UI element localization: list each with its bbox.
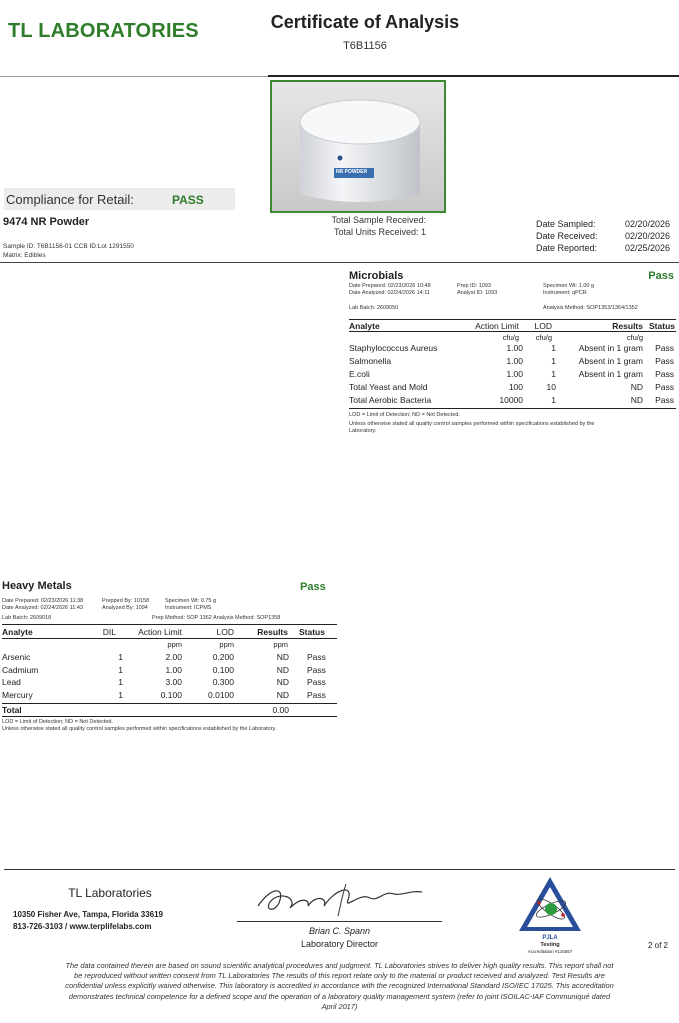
status-pass: Pass (307, 652, 326, 662)
hm-col-lod: LOD (216, 627, 234, 637)
heavy-metals-title: Heavy Metals (2, 580, 72, 592)
status-pass: Pass (307, 689, 326, 700)
microbials-header-rule (349, 331, 676, 332)
hm-date-analyzed: Date Analyzed: 02/24/2026 11:43 (2, 605, 83, 611)
analyte-name: E.coli (349, 369, 370, 379)
status-pass: Pass (307, 664, 326, 675)
accreditation-logo (515, 875, 585, 935)
result-value: Absent in 1 gram (578, 369, 643, 379)
microbials-status: Pass (648, 270, 674, 282)
accreditation-number: Accreditation #116557 (527, 949, 573, 954)
hm-total-value: 0.00 (272, 705, 289, 715)
date-sampled-row (536, 219, 676, 231)
hm-date-prepared: Date Prepared: 02/23/2026 11:38 (2, 598, 84, 604)
accreditation-type: Testing (540, 942, 560, 948)
lod-note: LOD = Limit of Detection; ND = Not Detected. (349, 412, 460, 418)
analyte-name: Cadmium (2, 664, 39, 675)
unit-action: cfu/g (502, 333, 519, 342)
col-status: Status (649, 321, 675, 331)
analyte-name: Staphylococcus Aureus (349, 343, 438, 353)
dil-value: 1 (118, 689, 123, 700)
date-label: Date Sampled: (536, 219, 596, 229)
hm-col-action: Action Limit (138, 627, 182, 637)
sample-id: Sample ID: T6B1156-01 CCB ID:Lot 1291550 (3, 243, 134, 250)
status-pass: Pass (655, 343, 674, 353)
action-limit: 100 (508, 382, 523, 392)
result-value: Absent in 1 gram (578, 343, 643, 353)
lod-value: 0.0100 (208, 689, 234, 700)
qc-note: Unless otherwise stated all quality control samples performed within specifications established by the Laboratory. (349, 420, 595, 434)
date-analyzed: Date Analyzed: 02/24/2026 14:11 (349, 289, 430, 296)
signature-line (237, 921, 442, 922)
hm-header-rule (2, 638, 337, 639)
action-limit: 10000 (499, 395, 523, 405)
lod-value: 1 (551, 343, 556, 353)
microbials-section (349, 268, 676, 438)
product-jar-image (272, 82, 444, 211)
action-limit: 2.00 (165, 652, 182, 662)
dil-value: 1 (118, 652, 123, 662)
analyte-name: Mercury (2, 689, 33, 700)
microbials-table-top-rule (349, 319, 676, 320)
result-value: ND (276, 677, 289, 687)
action-limit: 1.00 (506, 343, 523, 353)
heavy-metals-status: Pass (300, 581, 326, 593)
analyte-name: Total Yeast and Mold (349, 382, 428, 392)
footer-contact: 813-726-3103 / www.terplifelabs.com (13, 922, 152, 931)
lod-value: 1 (551, 395, 556, 405)
action-limit: 1.00 (506, 356, 523, 366)
footer-lab-name: TL Laboratories (68, 886, 152, 900)
hm-col-status: Status (299, 627, 325, 637)
hm-prep-method: Prep Method: SOP 1362 Analysis Method: SOP1358 (152, 615, 281, 621)
microbials-rows (349, 343, 676, 408)
lod-value: 1 (551, 369, 556, 379)
hm-col-results: Results (257, 627, 288, 637)
result-value: ND (630, 382, 643, 392)
hm-table-top-rule (2, 624, 337, 625)
date-value: 02/20/2026 (624, 231, 670, 241)
table-row (349, 382, 676, 395)
director-signature (250, 878, 440, 920)
unit-results: cfu/g (626, 333, 643, 342)
status-pass: Pass (655, 382, 674, 392)
info-divider (0, 262, 679, 263)
page-number: 2 of 2 (647, 941, 668, 950)
product-photo (270, 80, 446, 213)
microbials-title: Microbials (349, 270, 404, 282)
heavy-metals-section (2, 578, 337, 738)
certificate-id: T6B1156 (343, 40, 387, 52)
analyte-name: Lead (2, 677, 21, 687)
hm-specimen-wt: Specimen Wt: 0.75 g (165, 598, 217, 604)
header-divider-left (0, 76, 268, 77)
hm-lab-batch: Lab Batch: 2609018 (2, 615, 52, 621)
signature-icon (250, 878, 440, 920)
date-reported-row (536, 243, 676, 255)
microbials-notes (349, 412, 619, 435)
legal-disclaimer: The data contained therein are based on sound scientific analytical procedures and judgment. TL Laboratories strives to deliver high quality results. This report shall not be reproduced without written consent from TL Laboratories The results of this report relate only to the material or product received and analyzed. Test Results are confidential unless explicitly waived otherwise. This laboratory is accredited in accordance with the recognized International Standard ISO/IEC 17025. This accreditation demonstrates technical competence for a defined scope and the operation of a laboratory quality management system (refer to joint ISOILAC-IAF Communiqué dated April 2017) (65, 961, 614, 1011)
analyte-name: Salmonella (349, 356, 392, 366)
result-value: ND (630, 395, 643, 405)
signer-title: Laboratory Director (300, 939, 379, 949)
lod-value: 0.300 (212, 677, 234, 687)
compliance-status: PASS (172, 193, 204, 207)
product-name: 9474 NR Powder (3, 216, 90, 228)
table-row (2, 690, 337, 703)
hm-analyzed-by: Analyzed By: 1094 (102, 605, 148, 611)
hm-prepped-by: Prepped By: 10158 (102, 598, 150, 604)
page-title: Certificate of Analysis (270, 12, 460, 32)
action-limit: 1.00 (506, 369, 523, 379)
matrix: Matrix: Edibles (3, 252, 46, 259)
prep-id: Prep ID: 1093 (457, 283, 491, 289)
hm-total-label: Total (2, 705, 22, 715)
instrument: Instrument: qPCR (543, 289, 587, 296)
table-row (2, 665, 337, 678)
lod-value: 10 (546, 382, 556, 392)
qc-note: Unless otherwise stated all quality control samples performed within specifications established by the Laboratory. (2, 725, 277, 732)
date-prepared: Date Prepared: 02/23/2026 10:48 (349, 283, 431, 289)
table-row (349, 395, 676, 408)
accreditation-name: PJLA (542, 935, 558, 941)
unit-lod: cfu/g (535, 333, 552, 342)
lod-value: 1 (551, 356, 556, 366)
lab-logo-text: TL LABORATORIES (8, 20, 199, 42)
action-limit: 1.00 (165, 664, 182, 675)
status-pass: Pass (655, 369, 674, 379)
analyte-name: Total Aerobic Bacteria (349, 395, 432, 405)
lod-value: 0.100 (212, 664, 234, 675)
hm-unit-lod: ppm (219, 640, 234, 649)
table-row (349, 356, 676, 369)
analyst-id: Analyst ID: 1093 (457, 289, 498, 296)
pjla-logo-icon (515, 875, 585, 935)
table-row (349, 369, 676, 382)
lab-batch: Lab Batch: 2609050 (349, 305, 399, 311)
signer-name: Brian C. Spann (308, 926, 371, 936)
col-lod: LOD (534, 321, 552, 331)
result-value: Absent in 1 gram (578, 356, 643, 366)
hm-notes (2, 719, 337, 733)
hm-instrument: Instrument: ICPMS (165, 605, 212, 611)
date-label: Date Reported: (536, 243, 598, 253)
compliance-label: Compliance for Retail: (6, 192, 134, 207)
specimen-wt: Specimen Wt: 1.00 g (543, 283, 595, 289)
microbials-meta-mid (457, 283, 497, 297)
result-value: ND (276, 689, 289, 700)
status-pass: Pass (655, 395, 674, 405)
date-label: Date Received: (536, 231, 598, 241)
hm-col-dil: DIL (102, 627, 116, 637)
hm-unit-action: ppm (167, 640, 182, 649)
hm-unit-results: ppm (273, 640, 288, 649)
col-action-limit: Action Limit (475, 321, 519, 331)
hm-total-top-rule (2, 703, 337, 704)
hm-col-analyte: Analyte (2, 627, 33, 637)
lod-value: 0.200 (212, 652, 234, 662)
microbials-bottom-rule (349, 408, 676, 409)
action-limit: 0.100 (160, 689, 182, 700)
action-limit: 3.00 (165, 677, 182, 687)
dates-block (536, 219, 676, 255)
date-value: 02/25/2026 (624, 243, 670, 253)
dil-value: 1 (118, 677, 123, 687)
table-row (2, 677, 337, 690)
footer-address: 10350 Fisher Ave, Tampa, Florida 33619 (13, 910, 163, 919)
dil-value: 1 (118, 664, 123, 675)
status-pass: Pass (307, 677, 326, 687)
product-photo-label: NR POWDER (336, 169, 368, 175)
hm-rows (2, 652, 337, 702)
col-analyte: Analyte (349, 321, 380, 331)
table-row (349, 343, 676, 356)
analyte-name: Arsenic (2, 652, 31, 662)
lod-note: LOD = Limit of Detection; ND = Not Detected. (2, 719, 113, 725)
date-value: 02/20/2026 (624, 219, 670, 229)
status-pass: Pass (655, 356, 674, 366)
table-row (2, 652, 337, 665)
microbials-meta-right (543, 283, 594, 297)
microbials-meta-left (349, 283, 431, 297)
result-value: ND (276, 664, 289, 675)
date-received-row (536, 231, 676, 243)
total-units-received: Total Units Received: 1 (333, 227, 426, 237)
header-divider-right (268, 75, 679, 77)
col-results: Results (612, 321, 643, 331)
total-sample-received: Total Sample Received: (331, 215, 426, 225)
analysis-method: Analysis Method: SOP1353/1364/1352 (543, 305, 638, 311)
footer-divider-top (4, 869, 675, 870)
result-value: ND (276, 652, 289, 662)
hm-bottom-rule (2, 716, 337, 717)
